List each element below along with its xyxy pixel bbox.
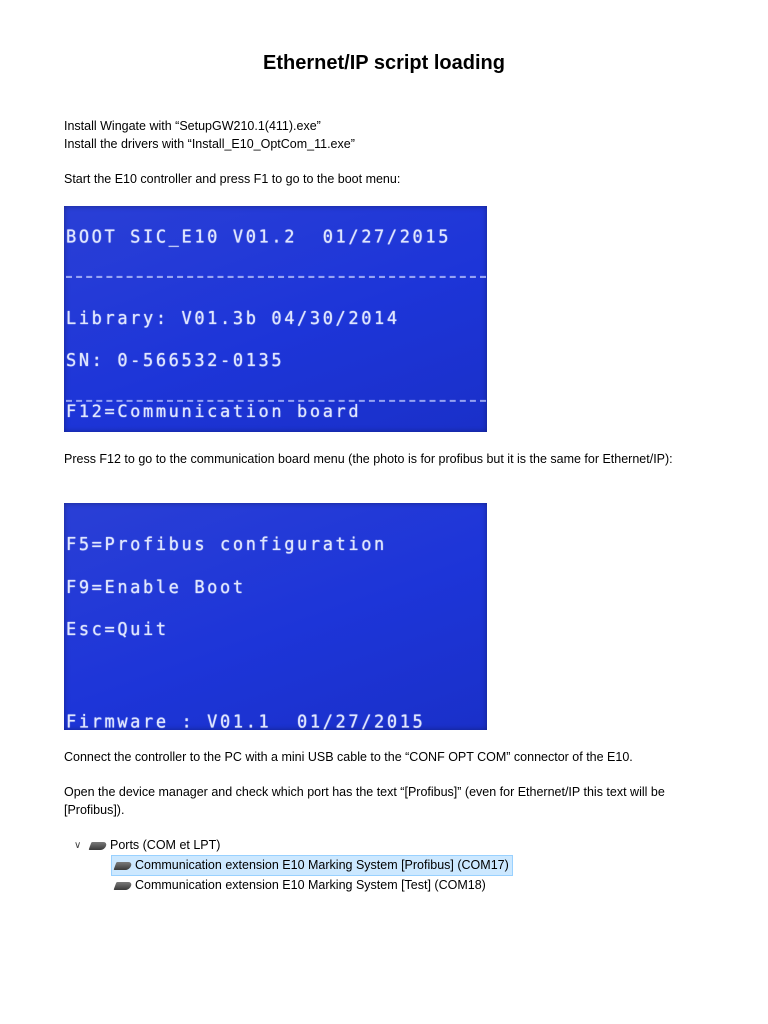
ports-group[interactable] <box>74 836 513 855</box>
communication-board-photo <box>64 503 487 730</box>
port-item-com17[interactable] <box>111 855 513 876</box>
port-item-label: Communication extension E10 Marking System [Test] (COM18) <box>135 878 486 892</box>
boot-step-text <box>64 170 704 188</box>
device-manager-step-text <box>64 783 704 819</box>
lcd-line: SN: 0-566532-0135 <box>66 350 285 372</box>
connect-step-line: Connect the controller to the PC with a mini USB cable to the “CONF OPT COM” connector of the E10. <box>64 750 633 764</box>
device-manager-tree <box>74 836 513 895</box>
page-title: Ethernet/IP script loading <box>263 52 505 74</box>
install-wingate-text: Install Wingate with “SetupGW210.1(411).exe” <box>64 119 321 133</box>
port-icon <box>114 882 133 890</box>
lcd-line: F9=Enable Boot <box>66 576 246 598</box>
lcd-line: Library: V01.3b 04/30/2014 <box>66 307 400 329</box>
f12-step-text <box>64 450 704 468</box>
lcd-line: F5=Profibus configuration <box>66 534 387 556</box>
port-icon <box>89 842 108 850</box>
install-drivers-text: Install the drivers with “Install_E10_OptCom_11.exe” <box>64 137 355 151</box>
lcd-line: BOOT SIC_E10 V01.2 01/27/2015 <box>66 226 452 248</box>
intro-paragraph <box>64 117 704 153</box>
ports-group-label: Ports (COM et LPT) <box>110 838 221 852</box>
port-item-label: Communication extension E10 Marking System [Profibus] (COM17) <box>135 858 509 872</box>
f12-step-line: Press F12 to go to the communication board menu (the photo is for profibus but it is the same for Ethernet/IP): <box>64 452 673 466</box>
lcd-line: Esc=Quit <box>66 619 169 641</box>
chevron-down-icon[interactable]: ∨ <box>74 840 82 851</box>
boot-step-line: Start the E10 controller and press F1 to go to the boot menu: <box>64 172 401 186</box>
lcd-line: Firmware : V01.1 01/27/2015 <box>66 711 426 730</box>
lcd-line: F12=Communication board <box>66 402 362 422</box>
connect-step-text <box>64 748 704 766</box>
boot-menu-photo <box>64 206 487 432</box>
device-manager-step-line: Open the device manager and check which port has the text “[Profibus]” (even for Ethernet/IP this text will be [Profibus]). <box>64 785 665 817</box>
lcd-divider <box>66 275 486 281</box>
port-item-com18[interactable] <box>112 876 513 895</box>
port-icon <box>114 862 133 870</box>
